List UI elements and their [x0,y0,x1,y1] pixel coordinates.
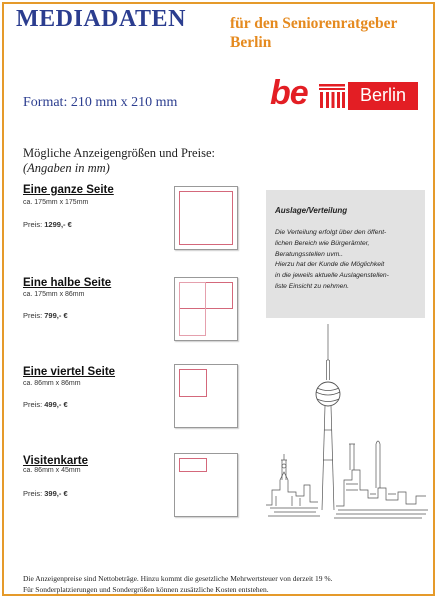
ad-price-quarter-page: Preis: 499,- € [23,400,68,409]
be-berlin-logo [270,74,418,114]
footer-note [23,573,332,595]
sizes-intro [23,146,215,176]
brandenburg-gate-icon [318,82,346,110]
subtitle-line-2: Berlin [230,34,272,51]
ad-size-preview-full-page [174,186,238,250]
ad-dimensions-business-card: ca. 86mm x 45mm [23,467,81,474]
ad-area-quarter-page [179,369,207,397]
ad-title-half-page: Eine halbe Seite [23,277,112,289]
ad-price-business-card: Preis: 399,- € [23,489,68,498]
format-label: Format: 210 mm x 210 mm [23,95,178,110]
logo-berlin-text: Berlin [359,85,407,105]
distribution-line: in die jeweils aktuelle Auslagenstellen- [275,272,389,280]
footer-line-1: Die Anzeigenpreise sind Nettobeträge. Hinzu kommt die gesetzliche Mehrwertsteuer von derzeit 19 %. [23,574,333,583]
ad-size-preview-business-card [174,453,238,517]
distribution-line: liste Einsicht zu nehmen. [275,282,349,290]
page-subtitle [230,14,397,52]
ad-price-half-page: Preis: 799,- € [23,311,68,320]
distribution-text [275,228,423,293]
distribution-line: Beratungsstellen uvm.. [275,250,344,258]
sizes-heading: Mögliche Anzeigengrößen und Preise: [23,146,215,160]
ad-area-full-page [179,191,233,245]
ad-title-business-card: Visitenkarte [23,455,88,467]
distribution-line: Die Verteilung erfolgt über den öffent- [275,229,387,236]
ad-size-preview-quarter-page [174,364,238,428]
ad-title-quarter-page: Eine viertel Seite [23,366,116,378]
ad-area-business-card [179,458,207,472]
logo-berlin-box [348,82,418,110]
ad-price-full-page: Preis: 1299,- € [23,220,72,229]
ad-title-full-page: Eine ganze Seite [23,184,114,196]
logo-be-text: be [270,74,308,112]
page-title: MEDIADATEN [16,6,186,32]
distribution-info-box [266,190,425,318]
distribution-title: Auslage/Verteilung [275,206,348,215]
footer-line-2: Für Sonderplatzierungen und Sondergrößen können zusätzliche Kosten entstehen. [23,585,269,594]
distribution-line: lichen Bereich wie Bürgerämter, [275,239,370,247]
berlin-tv-tower-sketch [266,320,430,525]
ad-dimensions-full-page: ca. 175mm x 175mm [23,199,89,206]
subtitle-line-1: für den Seniorenratgeber [230,15,398,32]
distribution-line: Hierzu hat der Kunde die Möglichkeit [275,261,385,269]
ad-dimensions-half-page: ca. 175mm x 86mm [23,291,85,298]
sizes-note: (Angaben in mm) [23,161,110,175]
ad-dimensions-quarter-page: ca. 86mm x 86mm [23,380,81,387]
ad-area-half-page-alt [179,282,206,336]
ad-size-preview-half-page [174,277,238,341]
